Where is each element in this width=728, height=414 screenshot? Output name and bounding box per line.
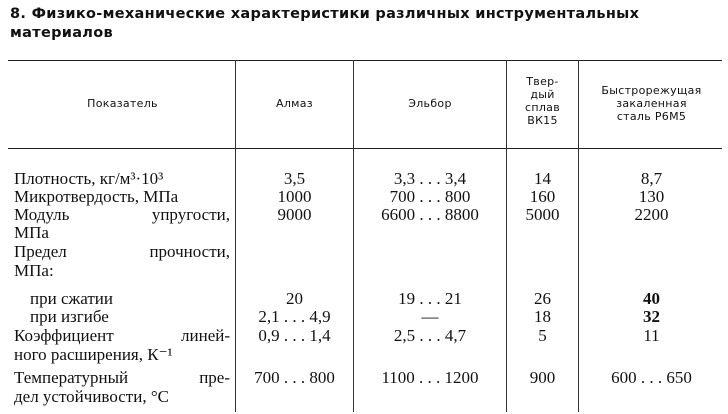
header-hard-alloy-line: дый <box>530 88 555 101</box>
cell-elbor: 2,5 . . . 4,7 <box>393 326 467 345</box>
row-label-strength <box>14 242 230 261</box>
row-label-density: Плотность, кг/м³·10³ <box>14 169 164 188</box>
row-label-microhardness: Микротвердость, МПа <box>14 187 179 206</box>
cell-diamond: 700 . . . 800 <box>254 368 335 387</box>
row-label-compression: при сжатии <box>30 289 113 308</box>
cell-hss: 40 <box>643 289 660 308</box>
column-divider-2 <box>353 60 354 412</box>
row-label-part: упругости, <box>151 205 230 224</box>
row-label-part: линей- <box>181 326 230 345</box>
header-hard-alloy-line: ВК15 <box>527 114 558 127</box>
cell-hard-alloy: 5000 <box>525 205 560 224</box>
header-bottom-rule <box>8 148 722 149</box>
cell-diamond: 9000 <box>277 205 312 224</box>
header-hss-line: закаленная <box>616 97 687 110</box>
header-parameter: Показатель <box>87 97 158 110</box>
cell-hard-alloy: 900 <box>529 368 556 387</box>
column-divider-1 <box>235 60 236 412</box>
header-hard-alloy-line: сплав <box>525 101 560 114</box>
row-label-expansion <box>14 326 230 345</box>
header-hss-line: сталь Р6М5 <box>616 110 687 123</box>
row-label-modulus <box>14 205 230 224</box>
row-label-part: Коэффициент <box>14 326 114 345</box>
row-label-temperature <box>14 368 230 387</box>
row-label-part: Температурный <box>14 368 129 387</box>
caption-text: Физико-механические характеристики различных инструментальных материалов <box>10 6 640 41</box>
row-label-part: Модуль <box>14 205 70 224</box>
table-caption <box>10 5 710 43</box>
cell-elbor: 1100 . . . 1200 <box>381 368 479 387</box>
caption-number: 8. <box>10 6 27 22</box>
cell-elbor: 3,3 . . . 3,4 <box>393 169 467 188</box>
header-hard-alloy <box>507 75 578 127</box>
cell-hss: 2200 <box>634 205 669 224</box>
header-diamond: Алмаз <box>276 97 313 110</box>
cell-diamond: 3,5 <box>283 169 306 188</box>
row-label-bending: при изгибе <box>30 307 109 326</box>
header-hss <box>579 84 724 123</box>
cell-elbor: 700 . . . 800 <box>389 187 471 206</box>
header-hss-line: Быстрорежущая <box>601 84 702 97</box>
row-label-modulus-cont: МПа <box>14 223 49 242</box>
cell-diamond: 2,1 . . . 4,9 <box>258 307 331 326</box>
cell-hard-alloy: 160 <box>529 187 556 206</box>
cell-diamond: 20 <box>286 289 303 308</box>
cell-elbor: 19 . . . 21 <box>398 289 462 308</box>
row-label-part: прочности, <box>149 242 230 261</box>
cell-hss: 600 . . . 650 <box>611 368 692 387</box>
row-label-part: Предел <box>14 242 67 261</box>
cell-hard-alloy: 26 <box>534 289 551 308</box>
cell-hss: 32 <box>643 307 660 326</box>
header-hard-alloy-line: Твер- <box>526 75 559 88</box>
table-top-rule <box>8 60 722 61</box>
cell-hss: 8,7 <box>640 169 663 188</box>
row-label-strength-cont: МПа: <box>14 261 54 280</box>
header-elbor: Эльбор <box>408 97 452 110</box>
cell-hss: 130 <box>638 187 665 206</box>
cell-diamond: 1000 <box>277 187 312 206</box>
row-label-expansion-cont: ного расширения, К⁻¹ <box>14 345 173 364</box>
cell-elbor: — <box>421 307 439 326</box>
cell-hard-alloy: 18 <box>534 307 551 326</box>
cell-hss: 11 <box>643 326 660 345</box>
cell-hard-alloy: 5 <box>538 326 547 345</box>
cell-diamond: 0,9 . . . 1,4 <box>258 326 331 345</box>
row-label-part: пре- <box>199 368 230 387</box>
cell-hard-alloy: 14 <box>534 169 551 188</box>
row-label-temperature-cont: дел устойчивости, °С <box>14 387 169 406</box>
cell-elbor: 6600 . . . 8800 <box>381 205 479 224</box>
